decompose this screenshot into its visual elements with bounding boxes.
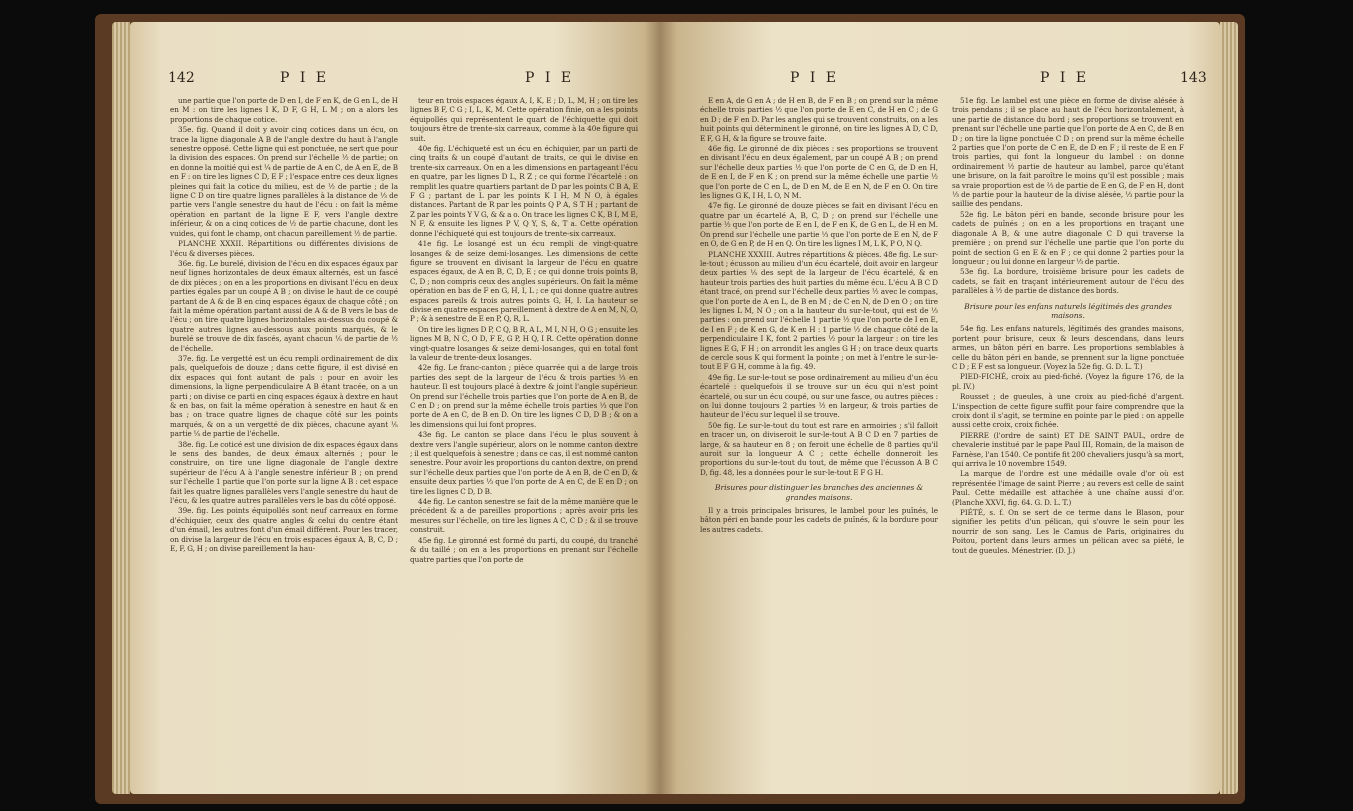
section-heading: Brisure pour les enfans naturels légitimés des grandes maisons. <box>964 301 1172 320</box>
paragraph: 45e fig. Le gironné est formé du parti, du coupé, du tranché & du taillé ; on en a les proportions en prenant sur l'échelle quatre parties que l'on porte de <box>410 535 638 564</box>
paragraph: PLANCHE XXXIII. Autres répartitions & pièces. 48e fig. Le sur-le-tout ; écusson au milieu d'un écu écartelé, doit avoir en largeur deux parties ⅕ des sept de la largeur de l'écu écartelé, & en hauteur trois parties des huit parties du même écu. L'écu A B C D étant tracé, on prend sur l'échelle deux parties ½ avec le compas, que l'on porte de A en L, de B en M ; de C en N, de D en O ; on tire les lignes L M, N O ; on a la hauteur du sur-le-tout, qui est de ⅓ parties : on prend sur l'échelle 1 partie ½ que l'on porte de I en E, de I en F ; de K en G, de K en H : 1 partie ½ de chaque côté de la perpendiculaire I K, font 2 parties ½ pour la largeur : on tire les lignes E G, F H ; on arrondit les angles G H ; on trace deux quarts de cercle sous K qui forment la pointe ; on met à l'entre le sur-le-tout E F G H, comme à la fig. 49. <box>700 249 938 372</box>
left-page-header-right: P I E <box>525 70 575 86</box>
right-page-header-left: P I E <box>790 70 840 86</box>
right-page-column-2 <box>952 96 1184 786</box>
paragraph: 40e fig. L'échiqueté est un écu en échiquier, par un parti de cinq traits & un coupé d'autant de traits, ce qui le divise en trente-six carreaux. On en a les dimensions en partageant l'écu en quatre, par les lignes D L, R Z ; ce qui forme l'écartelé : on remplit les quatre quartiers partant de D par les points C B A, E F G ; partant de L par les points K I H, M N O, à égales distances. Partant de R par les points Q P A, S T H ; partant de Z par les points Y V G, & & a o. On trace les lignes C K, B I, M E, N F, & ensuite les lignes P V, Q Y, S, &, T a. Cette opération donne l'échiqueté qui est toujours de trente-six carreaux. <box>410 144 638 238</box>
paragraph: 46e fig. Le gironné de dix pièces : ses proportions se trouvent en divisant l'écu en deux également, par un coupé A B ; on prend sur l'échelle deux parties ½ que l'on porte de C en G, de D en H, de E en I, de F en K ; on prend sur la même échelle une partie ½ que l'on porte de C en L, de D en M, de E en N, de F en O. On tire les lignes G K, I H, L O, N M. <box>700 144 938 201</box>
right-page-column-1 <box>700 96 938 786</box>
paragraph: 36e. fig. Le burelé, division de l'écu en dix espaces égaux par neuf lignes horizontales de deux émaux alternés, est un fascé de dix pièces ; on en a les proportions en divisant l'écu en deux parties égales par un coupé A B ; on divise le haut de ce coupé partant de A & de B en cinq espaces égaux de chaque côté ; on fait la même opération partant aussi de A & de B vers le bas de l'écu ; on tire quatre lignes horizontales au-dessus du coupé & quatre autres lignes au-dessous aux points marqués, & le burelé se trouve de dix fascés, ayant chacun ⅕ de partie de ½ de l'échelle. <box>170 258 398 353</box>
paragraph: 54e fig. Les enfans naturels, légitimés des grandes maisons, portent pour brisure, ceux & leurs descendans, dans leurs armes, un bâton péri en barre. Les proportions semblables à celle du bâton péri en bande, se prennent sur la ligne ponctuée C D ; E F est sa longueur. (Voyez la 52e fig. G. D. L. T.) <box>952 324 1184 371</box>
section-heading: Brisures pour distinguer les branches des anciennes & grandes maisons. <box>714 483 924 502</box>
paragraph: 39e. fig. Les points équipollés sont neuf carreaux en forme d'échiquier, ceux des quatre angles & celui du centre étant d'un émail, les autres font d'un émail différent. Pour les tracer, on divise la largeur de l'écu en trois espaces égaux A, B, C, D ; E, F, G, H ; on divise pareillement la hau- <box>170 506 398 554</box>
paragraph: La marque de l'ordre est une médaille ovale d'or où est représentée l'image de saint Pierre ; au revers est celle de saint Paul. Cette médaille est attachée à une chaîne aussi d'or. (Planche XXVI, fig. 64. G. D. L. T.) <box>952 469 1184 507</box>
paragraph: 38e. fig. Le coticé est une division de dix espaces égaux dans le sens des bandes, de deux émaux alternés ; pour le construire, on tire une ligne diagonale de l'angle dextre supérieur de l'écu A à l'angle senestre inférieur B ; on prend sur l'échelle 1 partie que l'on porte sur la ligne A B : cet espace fait les quatre lignes parallèles vers l'angle senestre du haut de l'écu, & les quatre autres parallèles vers le bas du côté opposé. <box>170 439 398 506</box>
paragraph: 41e fig. Le losangé est un écu rempli de vingt-quatre losanges & de seize demi-losanges. Les dimensions de cette figure se trouvent en divisant la largeur de l'écu en quatre espaces égaux, de A en B, C, D, E ; ce qui donne trois points B, C, D ; non compris ceux des angles supérieurs. On fait la même opération en bas de F en G, H, I, L ; ce qui donne quatre autres espaces pareils & trois autres points G, H, I. La hauteur se divise en quatre espaces pareillement à dextre de A en M, N, O, P ; & à senestre de E en P, Q, R, L. <box>410 239 638 324</box>
paragraph: On tire les lignes D P, C Q, B R, A L, M I, N H, O G ; ensuite les lignes M B, N C, O D, F E, G P, H Q, I R. Cette opération donne vingt-quatre losanges & seize demi-losanges, qui en total font la valeur de trente-deux losanges. <box>410 324 638 362</box>
paragraph: 43e fig. Le canton se place dans l'écu le plus souvent à dextre vers l'angle supérieur, alors on le nomme canton dextre ; il est quelquefois à senestre ; dans ce cas, il est nommé canton senestre. Pour avoir les proportions du canton dextre, on prend sur l'échelle deux parties que l'on porte de A en B, de C en D, & ensuite deux parties ⅓ que l'on porte de A en C, de E en D ; on tire les lignes C D, D B. <box>410 430 638 496</box>
paragraph: Rousset ; de gueules, à une croix au pied-fiché d'argent. L'inspection de cette figure suffit pour faire comprendre que la croix dont il s'agit, se termine en pointe par le pied : on appelle aussi cette croix, croix fichée. <box>952 392 1184 430</box>
paragraph: 53e fig. La bordure, troisième brisure pour les cadets de cadets, se fait en traçant intérieurement autour de l'écu des parallèles à ½ de partie de distance des bords. <box>952 267 1184 296</box>
paragraph: 52e fig. Le bâton péri en bande, seconde brisure pour les cadets de puînés ; on en a les proportions en traçant une diagonale A B, & une autre diagonale C D qui traverse la première ; on prend sur l'échelle une partie que l'on porte du point de section G en E & en F ; ce qui donne 2 parties pour la longueur ; ou lui donne en largeur ⅓ de partie. <box>952 209 1184 266</box>
page-edge-right <box>1220 22 1238 794</box>
paragraph: 42e fig. Le franc-canton ; pièce quarrée qui a de large trois parties des sept de la largeur de l'écu & trois parties ⅓ en hauteur. Il est toujours placé à dextre & joint l'angle supérieur. On prend sur l'échelle trois parties que l'on porte de A en B, de C en D ; on prend sur la même échelle trois parties ⅓ que l'on porte de A en C, de B en D. On tire les lignes C D, D B ; & on a les dimensions qui lui font propres. <box>410 363 638 429</box>
paragraph: 51e fig. Le lambel est une pièce en forme de divise alésée à trois pendans ; il se place au haut de l'écu horizontalement, à une partie de distance du bord ; ses proportions se trouvent en prenant sur l'échelle une partie que l'on porte de A en C, de B en D ; on tire la ligne ponctuée C D ; on prend sur la même échelle 2 parties que l'on porte de C en E, de D en F ; il reste de E en F trois parties, qui font la longueur du lambel : on donne ordinairement ½ partie de hauteur au lambel, parce qu'étant une brisure, on la fait paroître le moins qu'il est possible ; mais sa vraie proportion est de ⅔ de partie de E en G, de F en H, dont ⅓ de partie pour la hauteur de la divise alésée, ⅓ partie pour la saillie des pendans. <box>952 96 1184 209</box>
left-page <box>130 22 660 794</box>
paragraph: PIED-FICHÉ, croix au pied-fiché. (Voyez la figure 176, de la pl. IV.) <box>952 372 1184 391</box>
left-page-header-left: P I E <box>280 70 330 86</box>
right-page-header-right: P I E <box>1040 70 1090 86</box>
page-edge-left <box>112 22 130 794</box>
left-page-column-2 <box>410 96 638 786</box>
paragraph: 47e fig. Le gironné de douze pièces se fait en divisant l'écu en quatre par un écartelé A, B, C, D ; on prend sur l'échelle une partie ½ que l'on porte de E en I, de F en K, de G en L, de H en M. On prend sur l'échelle une partie ⅓ que l'on porte de E en N, de F en O, de G en P, de H en Q. On tire les lignes I M, L K, P O, N Q. <box>700 201 938 249</box>
paragraph: PIERRE (l'ordre de saint) ET DE SAINT PAUL, ordre de chevalerie institué par le pape Paul III, Romain, de la maison de Farnèse, l'an 1540. Ce pontife fit 200 chevaliers jusqu'à sa mort, qui arriva le 10 novembre 1549. <box>952 430 1184 469</box>
paragraph: 50e fig. Le sur-le-tout du tout est rare en armoiries ; s'il falloit en tracer un, on diviseroit le sur-le-tout A B C D en 7 parties de large, & sa hauteur en 8 ; on feroit une échelle de 8 parties qu'il auroit sur la longueur A C ; cette échelle donneroit les proportions du sur-le-tout du tout, de même que l'écusson A B C D, fig. 48, les a données pour le sur-le-tout E F G H. <box>700 420 938 477</box>
paragraph: PLANCHE XXXII. Répartitions ou différentes divisions de l'écu & diverses pièces. <box>170 239 398 258</box>
paragraph: 35e. fig. Quand il doit y avoir cinq cotices dans un écu, on trace la ligne diagonale A B de l'angle dextre du haut à l'angle senestre opposé. Cette ligne qui est ponctuée, ne sert que pour la division des espaces. On prend sur l'échelle ½ de partie; on en donne la moitié qui est ¼ de partie de A en C, de A en E, de B en F : on tire les lignes C D, E F ; l'espace entre ces deux lignes pleines qui fait la cotice du milieu, est de ½ de partie ; de la ligne C D on tire quatre lignes parallèles à la distance de ⅓ de partie vers l'angle senestre du haut de l'écu : on fait la même opération en partant de la ligne E F, vers l'angle dextre inférieur, & on a cinq cotices de ½ de partie chacune, dont les vuides, qui font le champ, ont chacun pareillement ½ de partie. <box>170 125 398 238</box>
paragraph: Il y a trois principales brisures, le lambel pour les puînés, le bâton péri en bande pour les cadets de puînés, & la bordure pour les autres cadets. <box>700 506 938 534</box>
paragraph: 37e. fig. Le vergetté est un écu rempli ordinairement de dix pals, quelquefois de douze ; dans cette figure, il est divisé en dix espaces qui font autant de pals : pour en avoir les dimensions, la ligne perpendiculaire A B étant tracée, on a un parti ; on divise ce parti en cinq espaces égaux à dextre en haut & en bas, on fait la même opération à senestre en haut & en bas ; on trace quatre lignes de chaque côté sur les points marqués, & on a un vergetté de dix pièces, chacune ayant ⅕ partie ⅕ de partie de l'échelle. <box>170 353 398 439</box>
left-page-number: 142 <box>168 70 195 86</box>
paragraph: teur en trois espaces égaux A, I, K, E ; D, L, M, H ; on tire les lignes B F, C G ; I, L, K, M. Cette opération finie, on a les points équipollés qui représentent le quart de l'échiquette qui doit toujours être de trente-six carreaux, comme à la 40e figure qui suit. <box>410 96 638 143</box>
right-page-number: 143 <box>1180 70 1207 86</box>
left-page-column-1 <box>170 96 398 786</box>
paragraph: PIÉTÉ, s. f. On se sert de ce terme dans le Blason, pour signifier les petits d'un pélican, qui s'ouvre le sein pour les nourrir de son sang. Les le Camus de Paris, originaires du Poitou, portent dans leurs armes un pélican avec sa piété, le tout de gueules. Ménestrier. (D. J.) <box>952 508 1184 555</box>
paragraph: 49e fig. Le sur-le-tout se pose ordinairement au milieu d'un écu écartelé : quelquefois il se trouve sur un écu qui n'est point écartelé, ou sur un écu coupé, ou sur une fasce, ou autres pièces : on lui donne toujours 2 parties ½ en largeur, & trois parties de hauteur de l'écu sur lequel il se trouve. <box>700 372 938 420</box>
paragraph: une partie que l'on porte de D en I, de F en K, de G en L, de H en M : on tire les lignes I K, D F, G H, L M ; on a alors les proportions de chaque cotice. <box>170 96 398 124</box>
paragraph: E en A, de G en A ; de H en B, de F en B ; on prend sur la même échelle trois parties ½ que l'on porte de E en C, de H en C ; de G en D ; de F en D. Par les angles qui se trouvent construits, on a les huit points qui déterminent le gironné, on tire les lignes A D, C D, E F, G H, & la figure se trouve faite. <box>700 96 938 143</box>
right-page <box>660 22 1220 794</box>
paragraph: 44e fig. Le canton senestre se fait de la même manière que le précédent & a de pareilles proportions ; après avoir pris les mesures sur l'échelle, on tire les lignes A C, C D ; & il se trouve construit. <box>410 497 638 535</box>
